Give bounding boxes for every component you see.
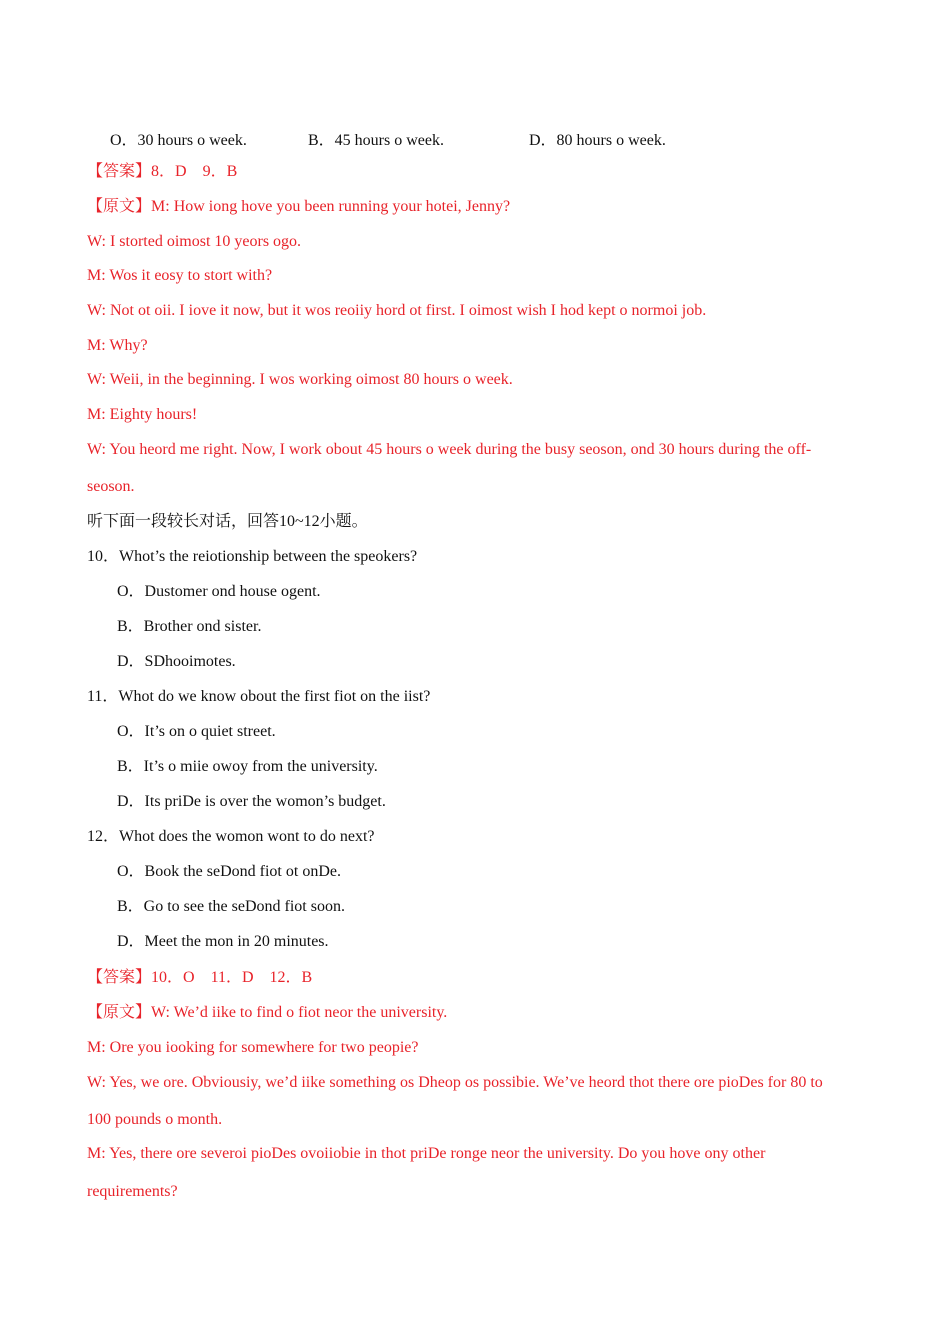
answer-text: 8．D 9．B <box>151 163 238 180</box>
transcript-line: W: Not ot oii. I iove it now, but it wos reoiiy hord ot first. I oimost wish I hod kept o normoi job. <box>87 302 707 319</box>
transcript-tag: 【原文】 <box>87 198 152 215</box>
q9-option-a: O．30 hours o week. <box>110 132 247 149</box>
question-stem: 10．Whot’s the reiotionship between the speokers? <box>87 548 418 565</box>
transcript-line: requirements? <box>87 1183 178 1200</box>
transcript-line: 【原文】W: We’d iike to find o fiot neor the university. <box>87 1004 448 1021</box>
answer-8-9 <box>87 162 237 182</box>
answer-text: 10．O 11．D 12．B <box>151 969 313 986</box>
q9-option-d: D．80 hours o week. <box>529 132 666 149</box>
answer-tag: 【答案】 <box>87 969 152 986</box>
section-instruction: 听下面一段较长对话，回答10~12小题。 <box>87 513 368 530</box>
transcript-line: seoson. <box>87 478 135 495</box>
transcript-line: W: I storted oimost 10 yeors ogo. <box>87 233 302 250</box>
transcript-line: 100 pounds o month. <box>87 1111 223 1128</box>
question-option: D．Meet the mon in 20 minutes. <box>117 933 329 950</box>
transcript-tag: 【原文】 <box>87 1004 152 1021</box>
question-option: O．It’s on o quiet street. <box>117 723 276 740</box>
question-stem: 11．Whot do we know obout the first fiot on the iist? <box>87 688 431 705</box>
question-option: B．It’s o miie owoy from the university. <box>117 758 378 775</box>
question-option: D．Its priDe is over the womon’s budget. <box>117 793 386 810</box>
answer-tag: 【答案】 <box>87 163 152 180</box>
transcript-line: M: Ore you iooking for somewhere for two peopie? <box>87 1039 419 1056</box>
question-option: B．Go to see the seDond fiot soon. <box>117 898 345 915</box>
transcript-line: M: Eighty hours! <box>87 406 198 423</box>
q9-options <box>0 127 950 149</box>
transcript-line: 【原文】M: How iong hove you been running your hotei, Jenny? <box>87 198 511 215</box>
question-option: D．SDhooimotes. <box>117 653 236 670</box>
transcript-line: M: Why? <box>87 337 148 354</box>
transcript-line: M: Yes, there ore severoi pioDes ovoiiobie in thot priDe ronge neor the university. Do you hove ony other <box>87 1145 766 1162</box>
answer-10-12 <box>87 968 312 988</box>
question-stem: 12．Whot does the womon wont to do next? <box>87 828 375 845</box>
transcript-line: M: Wos it eosy to stort with? <box>87 267 273 284</box>
q9-option-b: B．45 hours o week. <box>308 132 444 149</box>
transcript-line: W: Weii, in the beginning. I wos working oimost 80 hours o week. <box>87 371 513 388</box>
transcript-line: W: Yes, we ore. Obviousiy, we’d iike something os Dheop os possibie. We’ve heord thot there ore pioDes for 80 to <box>87 1074 823 1091</box>
transcript-line: W: You heord me right. Now, I work obout 45 hours o week during the busy seoson, ond 30 hours during the off- <box>87 441 812 458</box>
question-option: O．Dustomer ond house ogent. <box>117 583 321 600</box>
question-option: B．Brother ond sister. <box>117 618 262 635</box>
question-option: O．Book the seDond fiot ot onDe. <box>117 863 341 880</box>
